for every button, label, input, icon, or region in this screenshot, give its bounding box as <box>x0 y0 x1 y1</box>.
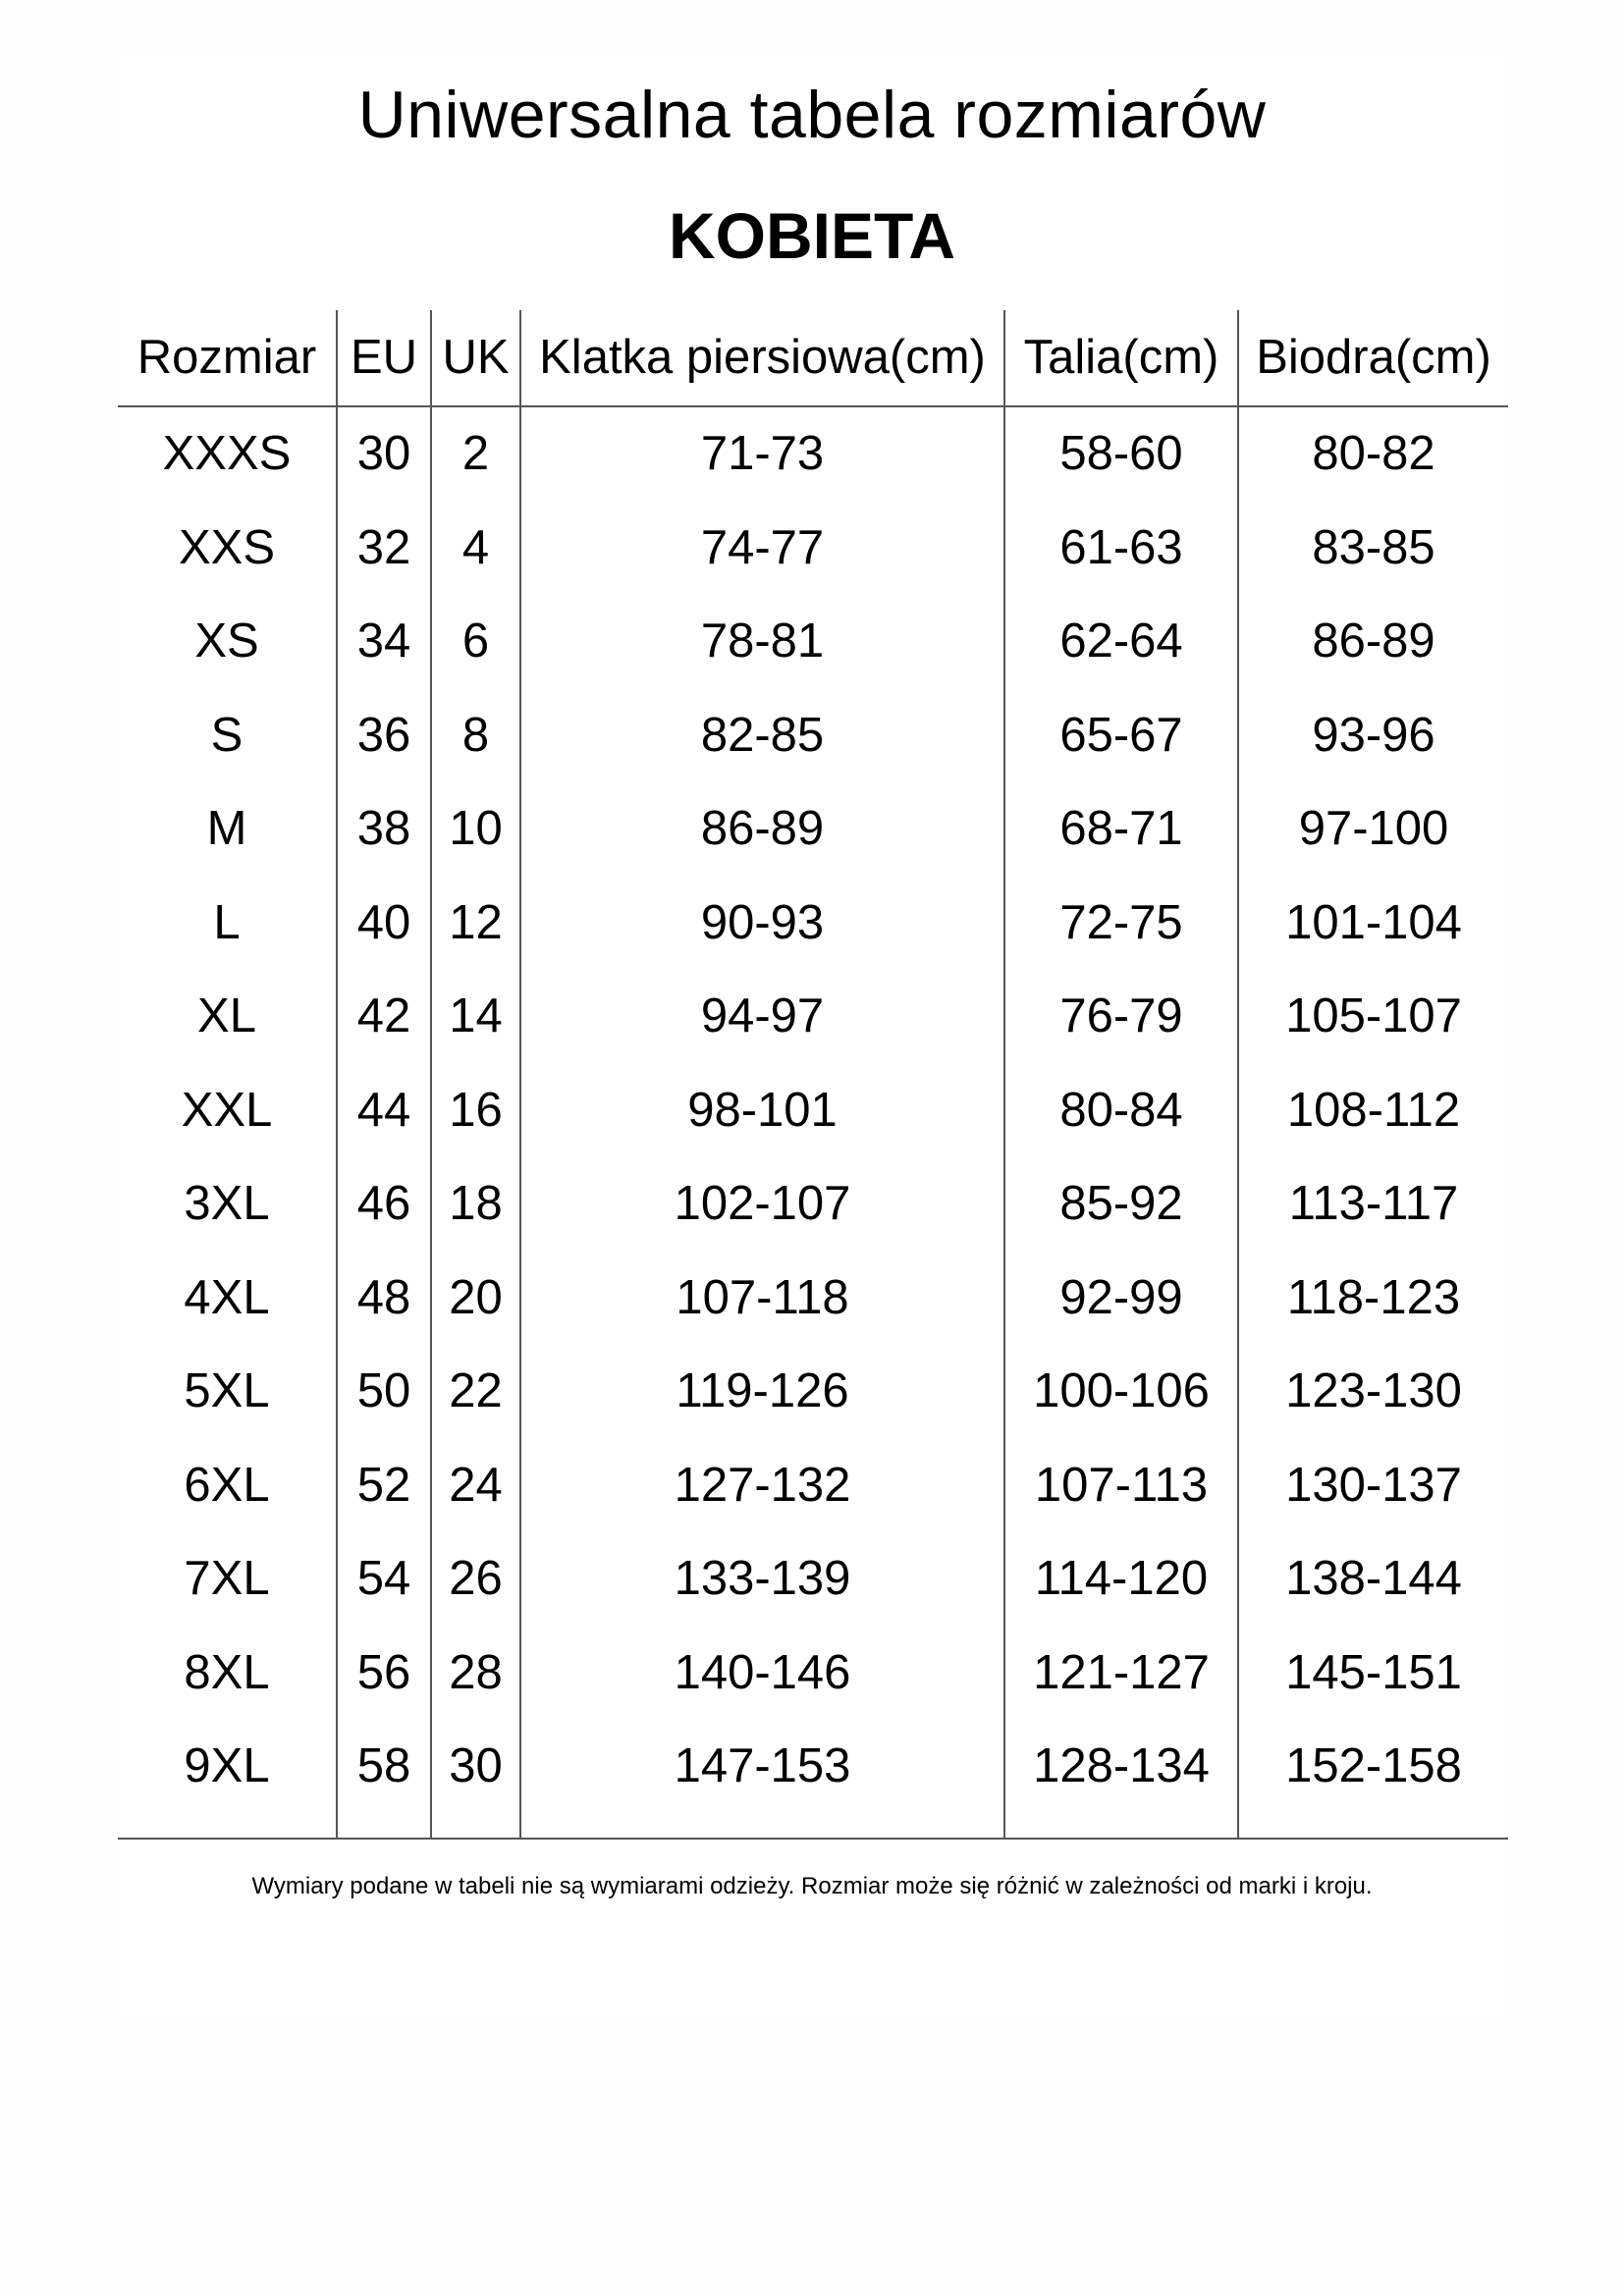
cell-hips: 152-158 <box>1238 1720 1508 1839</box>
column-header-chest: Klatka piersiowa(cm) <box>520 310 1004 406</box>
cell-chest: 94-97 <box>520 970 1004 1064</box>
cell-chest: 90-93 <box>520 877 1004 971</box>
cell-uk: 10 <box>431 782 520 877</box>
cell-size: 3XL <box>184 1177 270 1230</box>
cell-chest: 119-126 <box>520 1345 1004 1439</box>
column-header-uk: UK <box>431 310 520 406</box>
cell-uk: 26 <box>431 1532 520 1627</box>
cell-eu: 30 <box>337 406 431 502</box>
table-row <box>118 1720 1508 1839</box>
cell-uk: 30 <box>431 1720 520 1839</box>
table-row <box>118 970 1508 1064</box>
cell-waist: 58-60 <box>1004 406 1238 502</box>
table-row <box>118 1345 1508 1439</box>
table-row <box>118 1439 1508 1533</box>
table-row <box>118 1252 1508 1346</box>
cell-size: XXL <box>181 1083 273 1137</box>
cell-hips: 113-117 <box>1238 1157 1508 1252</box>
cell-uk: 14 <box>431 970 520 1064</box>
table-header-row <box>118 310 1508 406</box>
cell-hips: 123-130 <box>1238 1345 1508 1439</box>
cell-eu: 58 <box>337 1720 431 1839</box>
cell-hips: 145-151 <box>1238 1627 1508 1721</box>
cell-chest: 102-107 <box>520 1157 1004 1252</box>
cell-hips: 108-112 <box>1238 1064 1508 1158</box>
page-title: Uniwersalna tabela rozmiarów <box>357 78 1267 152</box>
cell-hips: 93-96 <box>1238 689 1508 783</box>
table-row <box>118 782 1508 877</box>
cell-uk: 24 <box>431 1439 520 1533</box>
size-table <box>118 310 1508 1840</box>
cell-waist: 85-92 <box>1004 1157 1238 1252</box>
cell-chest: 140-146 <box>520 1627 1004 1721</box>
cell-hips: 105-107 <box>1238 970 1508 1064</box>
cell-size: 6XL <box>184 1458 270 1512</box>
cell-hips: 83-85 <box>1238 502 1508 596</box>
cell-waist: 114-120 <box>1004 1532 1238 1627</box>
cell-hips: 138-144 <box>1238 1532 1508 1627</box>
cell-waist: 72-75 <box>1004 877 1238 971</box>
table-row <box>118 1627 1508 1721</box>
cell-uk: 22 <box>431 1345 520 1439</box>
section-title: KOBIETA <box>668 199 956 272</box>
cell-waist: 65-67 <box>1004 689 1238 783</box>
cell-size: 8XL <box>184 1645 270 1699</box>
cell-waist: 76-79 <box>1004 970 1238 1064</box>
cell-uk: 2 <box>431 406 520 502</box>
cell-waist: 61-63 <box>1004 502 1238 596</box>
cell-size: 5XL <box>184 1364 270 1417</box>
cell-chest: 82-85 <box>520 689 1004 783</box>
table-row <box>118 406 1508 502</box>
cell-size: 7XL <box>184 1552 270 1605</box>
table-row <box>118 1157 1508 1252</box>
cell-waist: 62-64 <box>1004 595 1238 689</box>
cell-hips: 118-123 <box>1238 1252 1508 1346</box>
column-header-waist: Talia(cm) <box>1004 310 1238 406</box>
cell-chest: 127-132 <box>520 1439 1004 1533</box>
cell-size: XXS <box>178 520 276 574</box>
column-header-eu: EU <box>337 310 431 406</box>
cell-chest: 98-101 <box>520 1064 1004 1158</box>
table-row <box>118 1064 1508 1158</box>
cell-chest: 78-81 <box>520 595 1004 689</box>
column-header-size: Rozmiar <box>118 310 337 406</box>
cell-size: XL <box>197 989 256 1042</box>
cell-hips: 130-137 <box>1238 1439 1508 1533</box>
cell-eu: 46 <box>337 1157 431 1252</box>
cell-size: XXXS <box>162 427 292 480</box>
cell-size: 4XL <box>184 1270 270 1324</box>
cell-eu: 36 <box>337 689 431 783</box>
cell-size: M <box>206 802 247 855</box>
cell-chest: 133-139 <box>520 1532 1004 1627</box>
table-row <box>118 595 1508 689</box>
cell-waist: 100-106 <box>1004 1345 1238 1439</box>
column-header-hips: Biodra(cm) <box>1238 310 1508 406</box>
cell-hips: 80-82 <box>1238 406 1508 502</box>
cell-uk: 8 <box>431 689 520 783</box>
cell-size: L <box>213 895 241 949</box>
cell-chest: 74-77 <box>520 502 1004 596</box>
cell-waist: 92-99 <box>1004 1252 1238 1346</box>
cell-uk: 28 <box>431 1627 520 1721</box>
cell-eu: 32 <box>337 502 431 596</box>
cell-eu: 50 <box>337 1345 431 1439</box>
cell-eu: 34 <box>337 595 431 689</box>
cell-uk: 12 <box>431 877 520 971</box>
cell-uk: 18 <box>431 1157 520 1252</box>
cell-eu: 42 <box>337 970 431 1064</box>
table-row <box>118 689 1508 783</box>
cell-hips: 86-89 <box>1238 595 1508 689</box>
table-row <box>118 1532 1508 1627</box>
cell-waist: 107-113 <box>1004 1439 1238 1533</box>
table-row <box>118 502 1508 596</box>
cell-waist: 128-134 <box>1004 1720 1238 1839</box>
cell-uk: 6 <box>431 595 520 689</box>
cell-eu: 54 <box>337 1532 431 1627</box>
cell-eu: 56 <box>337 1627 431 1721</box>
cell-chest: 71-73 <box>520 406 1004 502</box>
cell-chest: 107-118 <box>520 1252 1004 1346</box>
cell-uk: 16 <box>431 1064 520 1158</box>
cell-eu: 38 <box>337 782 431 877</box>
cell-size: 9XL <box>118 1720 337 1839</box>
cell-uk: 4 <box>431 502 520 596</box>
table-row <box>118 877 1508 971</box>
cell-eu: 44 <box>337 1064 431 1158</box>
cell-waist: 68-71 <box>1004 782 1238 877</box>
cell-chest: 86-89 <box>520 782 1004 877</box>
cell-eu: 52 <box>337 1439 431 1533</box>
cell-size: XS <box>194 614 259 667</box>
cell-hips: 97-100 <box>1238 782 1508 877</box>
cell-chest: 147-153 <box>520 1720 1004 1839</box>
footnote: Wymiary podane w tabeli nie są wymiarami odzieży. Rozmiar może się różnić w zależności od marki i kroju. <box>251 1873 1373 1899</box>
cell-size: S <box>210 708 244 762</box>
cell-eu: 40 <box>337 877 431 971</box>
cell-hips: 101-104 <box>1238 877 1508 971</box>
cell-eu: 48 <box>337 1252 431 1346</box>
cell-uk: 20 <box>431 1252 520 1346</box>
cell-waist: 121-127 <box>1004 1627 1238 1721</box>
cell-waist: 80-84 <box>1004 1064 1238 1158</box>
